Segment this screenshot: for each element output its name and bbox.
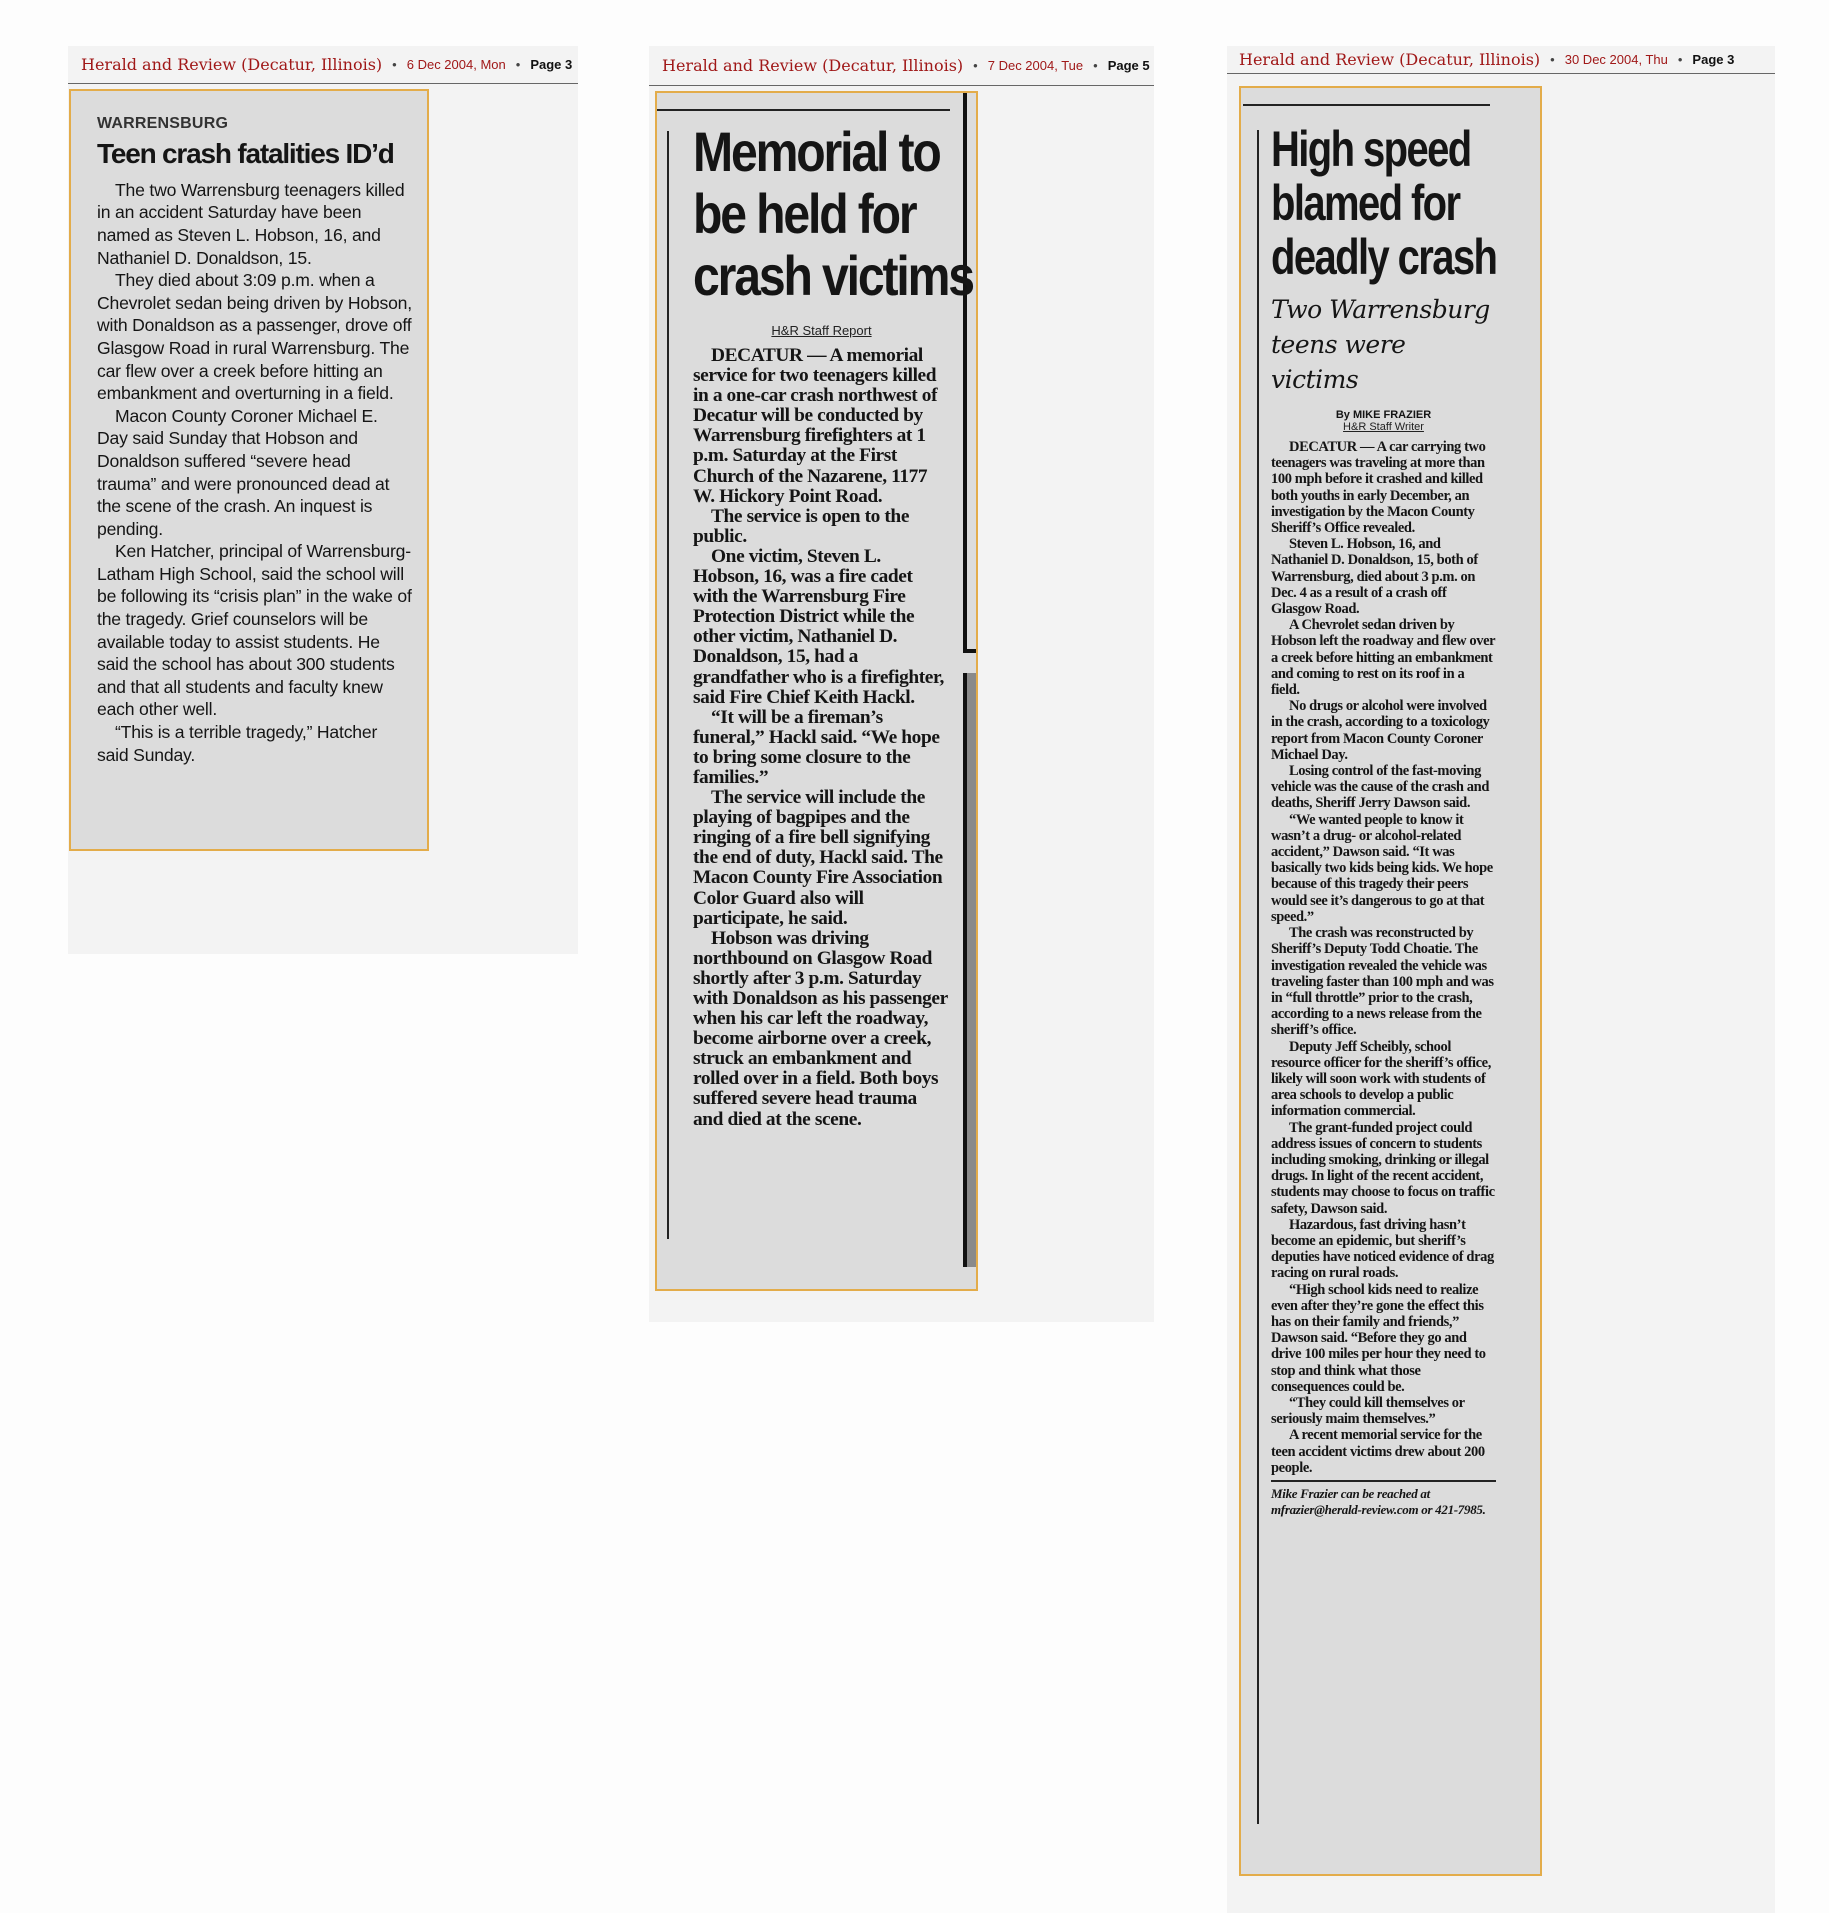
clip-date[interactable]: 7 Dec 2004, Tue xyxy=(987,58,1084,73)
article-clipping[interactable] xyxy=(69,89,429,851)
article-clipping[interactable] xyxy=(1239,86,1542,1876)
clipping-panel-3 xyxy=(1227,46,1775,1913)
article-byline: H&R Staff Report xyxy=(771,323,872,338)
article-paragraph: Steven L. Hobson, 16, and Nathaniel D. Donaldson, 15, both of Warrensburg, died about 3 p.m. on Dec. 4 as a result of a crash off Glasgow Road. xyxy=(1271,536,1478,618)
column-border xyxy=(963,93,976,653)
article-paragraph: No drugs or alcohol were involved in the crash, according to a toxicology report from Macon County Coroner Michael Day. xyxy=(1271,698,1490,763)
newspaper-name[interactable]: Herald and Review (Decatur, Illinois) xyxy=(81,55,383,74)
article-dateline: WARRENSBURG xyxy=(97,115,229,132)
article-paragraph: The two Warrensburg teenagers killed in an accident Saturday have been named as Steven L. Hobson, 16, and Nathaniel D. Donaldson, 15. xyxy=(97,179,405,268)
separator-dot: • xyxy=(1093,58,1098,73)
article-body xyxy=(97,179,413,766)
article-paragraph: “We wanted people to know it wasn’t a drug- or alcohol-related accident,” Dawson said. “It was basically two kids being kids. We hope because of this tragedy their peers would see it’s dangerous to go at that speed.” xyxy=(1271,811,1493,925)
deck-line: teens were victims xyxy=(1271,330,1406,394)
clip-date[interactable]: 6 Dec 2004, Mon xyxy=(406,57,506,72)
clipping-panel-2 xyxy=(649,46,1154,1322)
article-paragraph: A Chevrolet sedan driven by Hobson left the roadway and flew over a creek before hitting an embankment and coming to rest on its roof in a field. xyxy=(1271,617,1495,699)
top-rule xyxy=(657,109,950,111)
author-tagline: Mike Frazier can be reached at mfrazier@herald-review.com or 421-7985. xyxy=(1271,1486,1486,1517)
article-paragraph: A recent memorial service for the teen accident victims drew about 200 people. xyxy=(1271,1427,1485,1476)
article-body xyxy=(1271,439,1496,1476)
clip-header xyxy=(1227,46,1775,74)
clipping-panel-1 xyxy=(68,46,578,954)
article-deck xyxy=(1271,292,1496,397)
article-paragraph: Deputy Jeff Scheibly, school resource officer for the sheriff’s office, likely will soon work with students of area schools to develop a public information commercial. xyxy=(1271,1038,1491,1120)
tagline-rule xyxy=(1271,1480,1496,1482)
article-paragraph: DECATUR — A memorial service for two teenagers killed in a one-car crash northwest of Decatur will be conducted by Warrensburg firefighters at 1 p.m. Saturday at the First Church of the Nazarene, 1177 W. Hickory Point Road. xyxy=(693,345,938,507)
clip-header xyxy=(649,46,1154,86)
clip-page[interactable]: Page 3 xyxy=(1692,52,1735,67)
separator-dot: • xyxy=(515,57,521,72)
separator-dot: • xyxy=(392,57,397,72)
clip-date[interactable]: 30 Dec 2004, Thu xyxy=(1564,52,1668,67)
article-paragraph: “It will be a fireman’s funeral,” Hackl said. “We hope to bring some closure to the families.” xyxy=(693,706,940,788)
headline-line: blamed for xyxy=(1271,175,1460,231)
article-clipping[interactable] xyxy=(655,91,978,1291)
article-paragraph: Hazardous, fast driving hasn’t become an epidemic, but sheriff’s deputies have noticed evidence of drag racing on rural roads. xyxy=(1271,1216,1494,1282)
headline-line: Memorial to xyxy=(693,120,940,183)
article-paragraph: One victim, Steven L. Hobson, 16, was a fire cadet with the Warrensburg Fire Protection District while the other victim, Nathaniel D. Donaldson, 15, had a grandfather who is a firefighter, said Fire Chief Keith Hackl. xyxy=(693,545,944,708)
headline-line: crash victims xyxy=(693,244,973,307)
article-paragraph: They died about 3:09 p.m. when a Chevrolet sedan being driven by Hobson, with Donaldson as a passenger, drove off Glasgow Road in rural Warrensburg. The car flew over a creek before hitting an embankment and overturning in a field. xyxy=(97,270,412,404)
deck-line: Two Warrensburg xyxy=(1271,295,1490,324)
byline-title: H&R Staff Writer xyxy=(1343,421,1424,433)
top-rule xyxy=(1243,104,1490,106)
article-paragraph: Losing control of the fast-moving vehicle was the cause of the crash and deaths, Sheriff Jerry Dawson said. xyxy=(1271,763,1489,812)
newspaper-name[interactable]: Herald and Review (Decatur, Illinois) xyxy=(1239,50,1541,69)
headline-line: deadly crash xyxy=(1271,229,1497,285)
article-headline xyxy=(693,120,973,307)
article-paragraph: “This is a terrible tragedy,” Hatcher said Sunday. xyxy=(97,722,378,765)
article-paragraph: Macon County Coroner Michael E. Day said Sunday that Hobson and Donaldson suffered “severe head trauma” and were pronounced dead at the scene of the crash. An inquest is pending. xyxy=(97,405,390,539)
column-border xyxy=(963,673,976,1267)
article-paragraph: “High school kids need to realize even after they’re gone the effect this has on their family and friends,” Dawson said. “Before they go and drive 100 miles per hour they need to stop and think what those consequences could be. xyxy=(1271,1281,1486,1395)
article-paragraph: The crash was reconstructed by Sheriff’s Deputy Todd Choatie. The investigation revealed the vehicle was traveling faster than 100 mph and was in “full throttle” prior to the crash, according to a news release from the sheriff’s office. xyxy=(1271,925,1494,1039)
article-paragraph: Ken Hatcher, principal of Warrensburg-Latham High School, said the school will be following its “crisis plan” in the wake of the tragedy. Grief counselors will be available today to assist students. He said the school has about 300 students and that all students and faculty knew each other well. xyxy=(97,541,412,720)
clip-page[interactable]: Page 5 xyxy=(1107,58,1150,73)
article-paragraph: The service is open to the public. xyxy=(693,505,910,547)
article-body xyxy=(693,346,950,1130)
column-rule xyxy=(1257,130,1259,1824)
separator-dot: • xyxy=(1677,52,1683,67)
byline-name: By MIKE FRAZIER xyxy=(1335,409,1432,421)
clip-page[interactable]: Page 3 xyxy=(530,57,573,72)
article-paragraph: “They could kill themselves or seriously maim themselves.” xyxy=(1271,1394,1465,1428)
article-paragraph: Hobson was driving northbound on Glasgow Road shortly after 3 p.m. Saturday with Donaldson as his passenger when his car left the roadway, become airborne over a creek, struck an embankment and rolled over in a field. Both boys suffered severe head trauma and died at the scene. xyxy=(693,927,948,1130)
column-rule xyxy=(667,131,669,1239)
separator-dot: • xyxy=(973,58,978,73)
clip-header xyxy=(68,46,578,84)
newspaper-name[interactable]: Herald and Review (Decatur, Illinois) xyxy=(662,56,964,75)
separator-dot: • xyxy=(1550,52,1555,67)
headline-line: be held for xyxy=(693,182,916,245)
headline-line: High speed xyxy=(1271,121,1471,177)
article-headline xyxy=(1271,121,1497,285)
article-paragraph: DECATUR — A car carrying two teenagers was traveling at more than 100 mph before it crashed and killed both youths in early December, an investigation by the Macon County Sheriff’s Office revealed. xyxy=(1271,439,1486,537)
article-paragraph: The grant-funded project could address issues of concern to students including smoking, drinking or illegal drugs. In light of the recent accident, students may choose to focus on traffic safety, Dawson said. xyxy=(1271,1119,1495,1217)
article-paragraph: The service will include the playing of bagpipes and the ringing of a fire bell signifying the end of duty, Hackl said. The Macon County Fire Association Color Guard also will participate, he said. xyxy=(693,787,943,929)
article-headline: Teen crash fatalities ID’d xyxy=(97,138,394,169)
